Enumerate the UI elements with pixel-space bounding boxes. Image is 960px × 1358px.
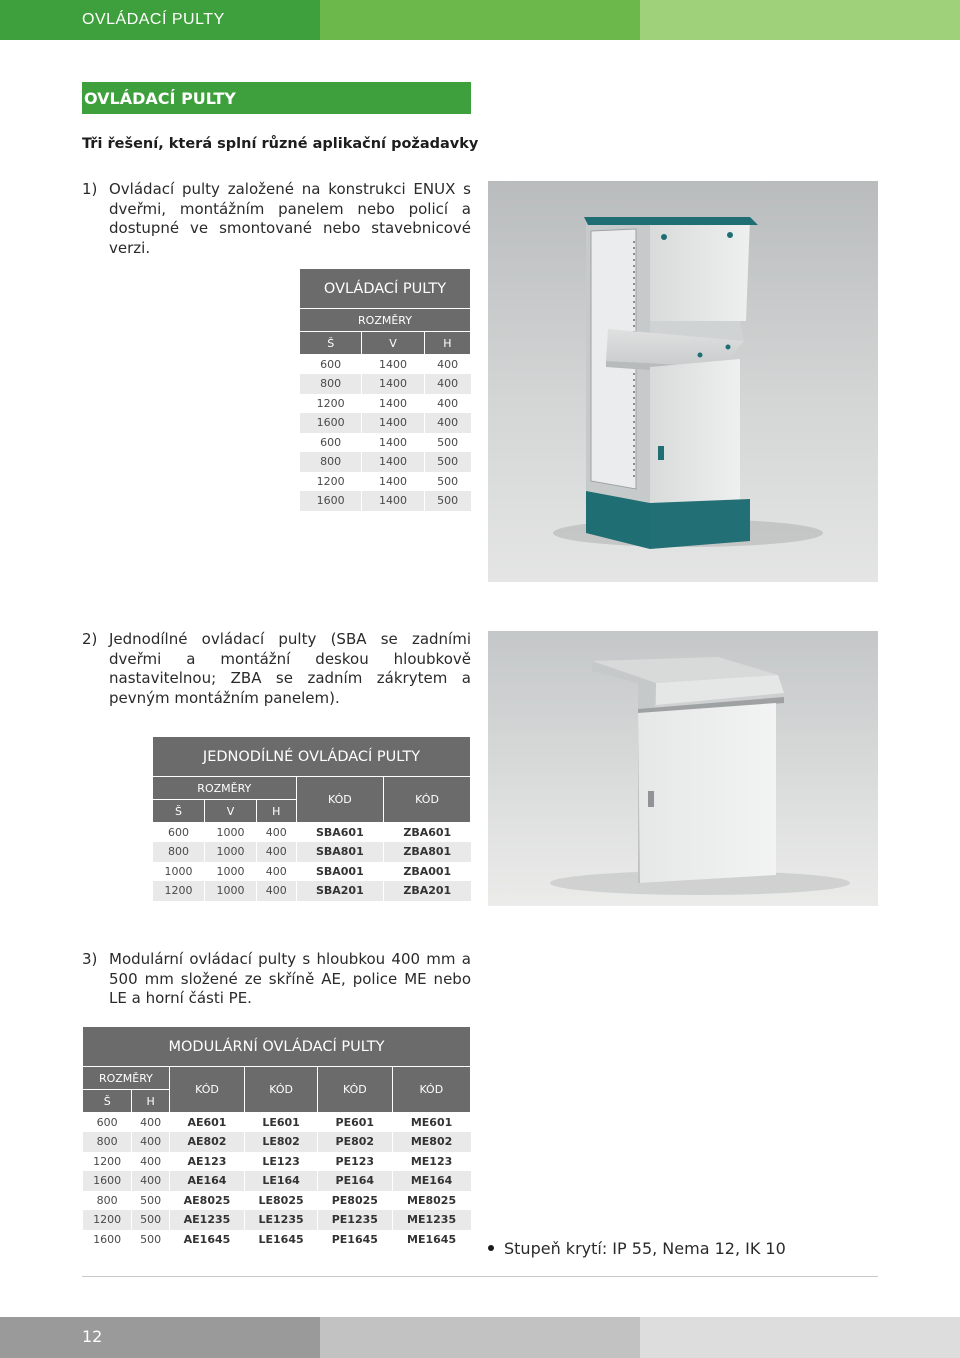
table2-col-code-2: KÓD	[384, 777, 471, 823]
table-cell: 400	[424, 355, 470, 375]
product-photo-control-desk	[488, 181, 878, 582]
table-cell: PE1645	[318, 1230, 393, 1250]
table-cell: PE802	[318, 1132, 393, 1152]
item-1-text: Ovládací pulty založené na konstrukci ENUX s dveřmi, montážním panelem nebo policí a dostupné ve smontované nebo stavebnicové verzi.	[109, 180, 471, 257]
table-ovladaci-pulty	[299, 268, 471, 511]
table-row	[83, 1132, 471, 1152]
table-cell: SBA201	[296, 881, 384, 901]
table3-title: MODULÁRNÍ OVLÁDACÍ PULTY	[83, 1027, 471, 1067]
table-row	[153, 881, 471, 901]
table3-col-code-3: KÓD	[318, 1067, 393, 1113]
table-row	[83, 1230, 471, 1250]
table-cell: 800	[83, 1132, 132, 1152]
table-cell: 500	[424, 433, 470, 453]
table-cell: 400	[257, 842, 296, 862]
table-cell: 1000	[153, 862, 205, 882]
table-row	[300, 374, 471, 394]
table-cell: ZBA801	[384, 842, 471, 862]
table-cell: PE8025	[318, 1191, 393, 1211]
table-cell: 1600	[300, 491, 362, 511]
table-cell: 400	[424, 413, 470, 433]
table-cell: LE601	[245, 1113, 318, 1133]
table3-col-s: Š	[83, 1090, 132, 1113]
table-cell: 1600	[83, 1230, 132, 1250]
table-cell: PE1235	[318, 1210, 393, 1230]
table-cell: 500	[424, 491, 470, 511]
table-cell: 1400	[362, 413, 424, 433]
table-row	[83, 1152, 471, 1172]
top-band-right	[640, 0, 960, 40]
item-2	[82, 630, 471, 708]
table-cell: ME802	[392, 1132, 470, 1152]
table2-col-s: Š	[153, 800, 205, 823]
table1-col-s: Š	[300, 332, 362, 355]
table-cell: ME601	[392, 1113, 470, 1133]
table-row	[300, 355, 471, 375]
table-cell: ZBA201	[384, 881, 471, 901]
table-cell: 600	[83, 1113, 132, 1133]
table-cell: ME164	[392, 1171, 470, 1191]
item-3-text: Modulární ovládací pulty s hloubkou 400 mm a 500 mm složené ze skříně AE, police ME nebo LE a horní části PE.	[109, 950, 471, 1007]
table-cell: LE802	[245, 1132, 318, 1152]
table-cell: 1400	[362, 355, 424, 375]
table-row	[83, 1171, 471, 1191]
table-cell: 1600	[300, 413, 362, 433]
table-cell: 400	[132, 1171, 169, 1191]
table-cell: 1400	[362, 433, 424, 453]
table-cell: PE123	[318, 1152, 393, 1172]
bottom-band	[0, 1317, 960, 1358]
table-cell: LE1645	[245, 1230, 318, 1250]
table-cell: 800	[300, 452, 362, 472]
table-cell: ME123	[392, 1152, 470, 1172]
bullet-dot-icon	[488, 1245, 494, 1251]
table-row	[83, 1191, 471, 1211]
table-cell: 1200	[153, 881, 205, 901]
table-row	[300, 433, 471, 453]
table2-col-code-1: KÓD	[296, 777, 384, 823]
bottom-band-right	[640, 1317, 960, 1358]
table-cell: 500	[132, 1210, 169, 1230]
table-cell: 1000	[205, 842, 257, 862]
item-1-number: 1)	[82, 180, 98, 198]
top-band	[0, 0, 960, 40]
table-modularni-pulty	[82, 1026, 471, 1249]
table-cell: 800	[83, 1191, 132, 1211]
table-row	[300, 413, 471, 433]
table-cell: PE164	[318, 1171, 393, 1191]
table2-title: JEDNODÍLNÉ OVLÁDACÍ PULTY	[153, 737, 471, 777]
table-cell: 1400	[362, 394, 424, 414]
table-cell: ME1645	[392, 1230, 470, 1250]
table-cell: 500	[132, 1230, 169, 1250]
table-cell: 1200	[300, 394, 362, 414]
item-2-number: 2)	[82, 630, 98, 648]
table-cell: 1400	[362, 452, 424, 472]
table3-col-code-2: KÓD	[245, 1067, 318, 1113]
page-number: 12	[0, 1317, 320, 1358]
item-3	[82, 950, 471, 1009]
table-cell: 1600	[83, 1171, 132, 1191]
table2-col-v: V	[205, 800, 257, 823]
table-row	[153, 862, 471, 882]
table-row	[153, 842, 471, 862]
table-cell: 1000	[205, 881, 257, 901]
table-cell: 1400	[362, 472, 424, 492]
table-row	[300, 472, 471, 492]
running-title: OVLÁDACÍ PULTY	[0, 0, 320, 40]
table1-col-h: H	[424, 332, 470, 355]
table3-col-code-1: KÓD	[169, 1067, 244, 1113]
table-cell: AE8025	[169, 1191, 244, 1211]
table-cell: PE601	[318, 1113, 393, 1133]
table-cell: 600	[300, 433, 362, 453]
table-cell: AE601	[169, 1113, 244, 1133]
table-cell: AE164	[169, 1171, 244, 1191]
table-cell: ZBA601	[384, 823, 471, 843]
table3-col-h: H	[132, 1090, 169, 1113]
table-row	[300, 394, 471, 414]
table-cell: SBA001	[296, 862, 384, 882]
table-cell: AE1645	[169, 1230, 244, 1250]
table-cell: 400	[132, 1132, 169, 1152]
table-cell: 500	[424, 452, 470, 472]
table-row	[153, 823, 471, 843]
table-cell: ZBA001	[384, 862, 471, 882]
table-row	[83, 1210, 471, 1230]
section-subtitle: Tři řešení, která splní různé aplikační požadavky	[82, 136, 479, 152]
table-cell: 400	[132, 1152, 169, 1172]
table-cell: 1200	[83, 1210, 132, 1230]
table-cell: AE802	[169, 1132, 244, 1152]
product-photo-single-desk	[488, 631, 878, 906]
item-1	[82, 180, 471, 258]
table2-col-h: H	[257, 800, 296, 823]
bottom-band-mid	[320, 1317, 640, 1358]
top-band-mid	[320, 0, 640, 40]
table1-group-header: ROZMĚRY	[300, 309, 471, 332]
table-row	[300, 452, 471, 472]
protection-rating	[488, 1239, 786, 1258]
table-cell: 800	[300, 374, 362, 394]
table-cell: 400	[424, 394, 470, 414]
item-2-text: Jednodílné ovládací pulty (SBA se zadními dveřmi a montážní deskou hloubkově nastavitelnou; ZBA se zadním zákrytem a pevným montážním panelem).	[109, 630, 471, 707]
table-cell: SBA601	[296, 823, 384, 843]
table-jednodilne-pulty	[152, 736, 471, 901]
table3-group-header: ROZMĚRY	[83, 1067, 170, 1090]
table-cell: 600	[153, 823, 205, 843]
table1-col-v: V	[362, 332, 424, 355]
table1-title: OVLÁDACÍ PULTY	[300, 269, 471, 309]
table-cell: ME1235	[392, 1210, 470, 1230]
table-cell: AE1235	[169, 1210, 244, 1230]
table-cell: LE1235	[245, 1210, 318, 1230]
item-3-number: 3)	[82, 950, 98, 968]
table-cell: 400	[257, 823, 296, 843]
table-cell: 1000	[205, 862, 257, 882]
table-cell: 1200	[300, 472, 362, 492]
table-cell: 500	[424, 472, 470, 492]
table-cell: 1200	[83, 1152, 132, 1172]
single-desk-illustration	[488, 631, 878, 906]
table-cell: SBA801	[296, 842, 384, 862]
table-row	[300, 491, 471, 511]
table-cell: 1400	[362, 374, 424, 394]
table-cell: 400	[424, 374, 470, 394]
table-row	[83, 1113, 471, 1133]
table-cell: 800	[153, 842, 205, 862]
table-cell: LE123	[245, 1152, 318, 1172]
table-cell: AE123	[169, 1152, 244, 1172]
table-cell: 400	[257, 862, 296, 882]
protection-rating-text: Stupeň krytí: IP 55, Nema 12, IK 10	[504, 1239, 786, 1258]
table2-group-header: ROZMĚRY	[153, 777, 297, 800]
table-cell: 1000	[205, 823, 257, 843]
table-cell: LE164	[245, 1171, 318, 1191]
table-cell: ME8025	[392, 1191, 470, 1211]
table-cell: LE8025	[245, 1191, 318, 1211]
table-cell: 1400	[362, 491, 424, 511]
table3-col-code-4: KÓD	[392, 1067, 470, 1113]
table-cell: 400	[132, 1113, 169, 1133]
section-title: OVLÁDACÍ PULTY	[82, 82, 471, 114]
table-cell: 600	[300, 355, 362, 375]
table-cell: 400	[257, 881, 296, 901]
control-desk-illustration	[488, 181, 878, 582]
table-cell: 500	[132, 1191, 169, 1211]
divider	[82, 1276, 878, 1277]
